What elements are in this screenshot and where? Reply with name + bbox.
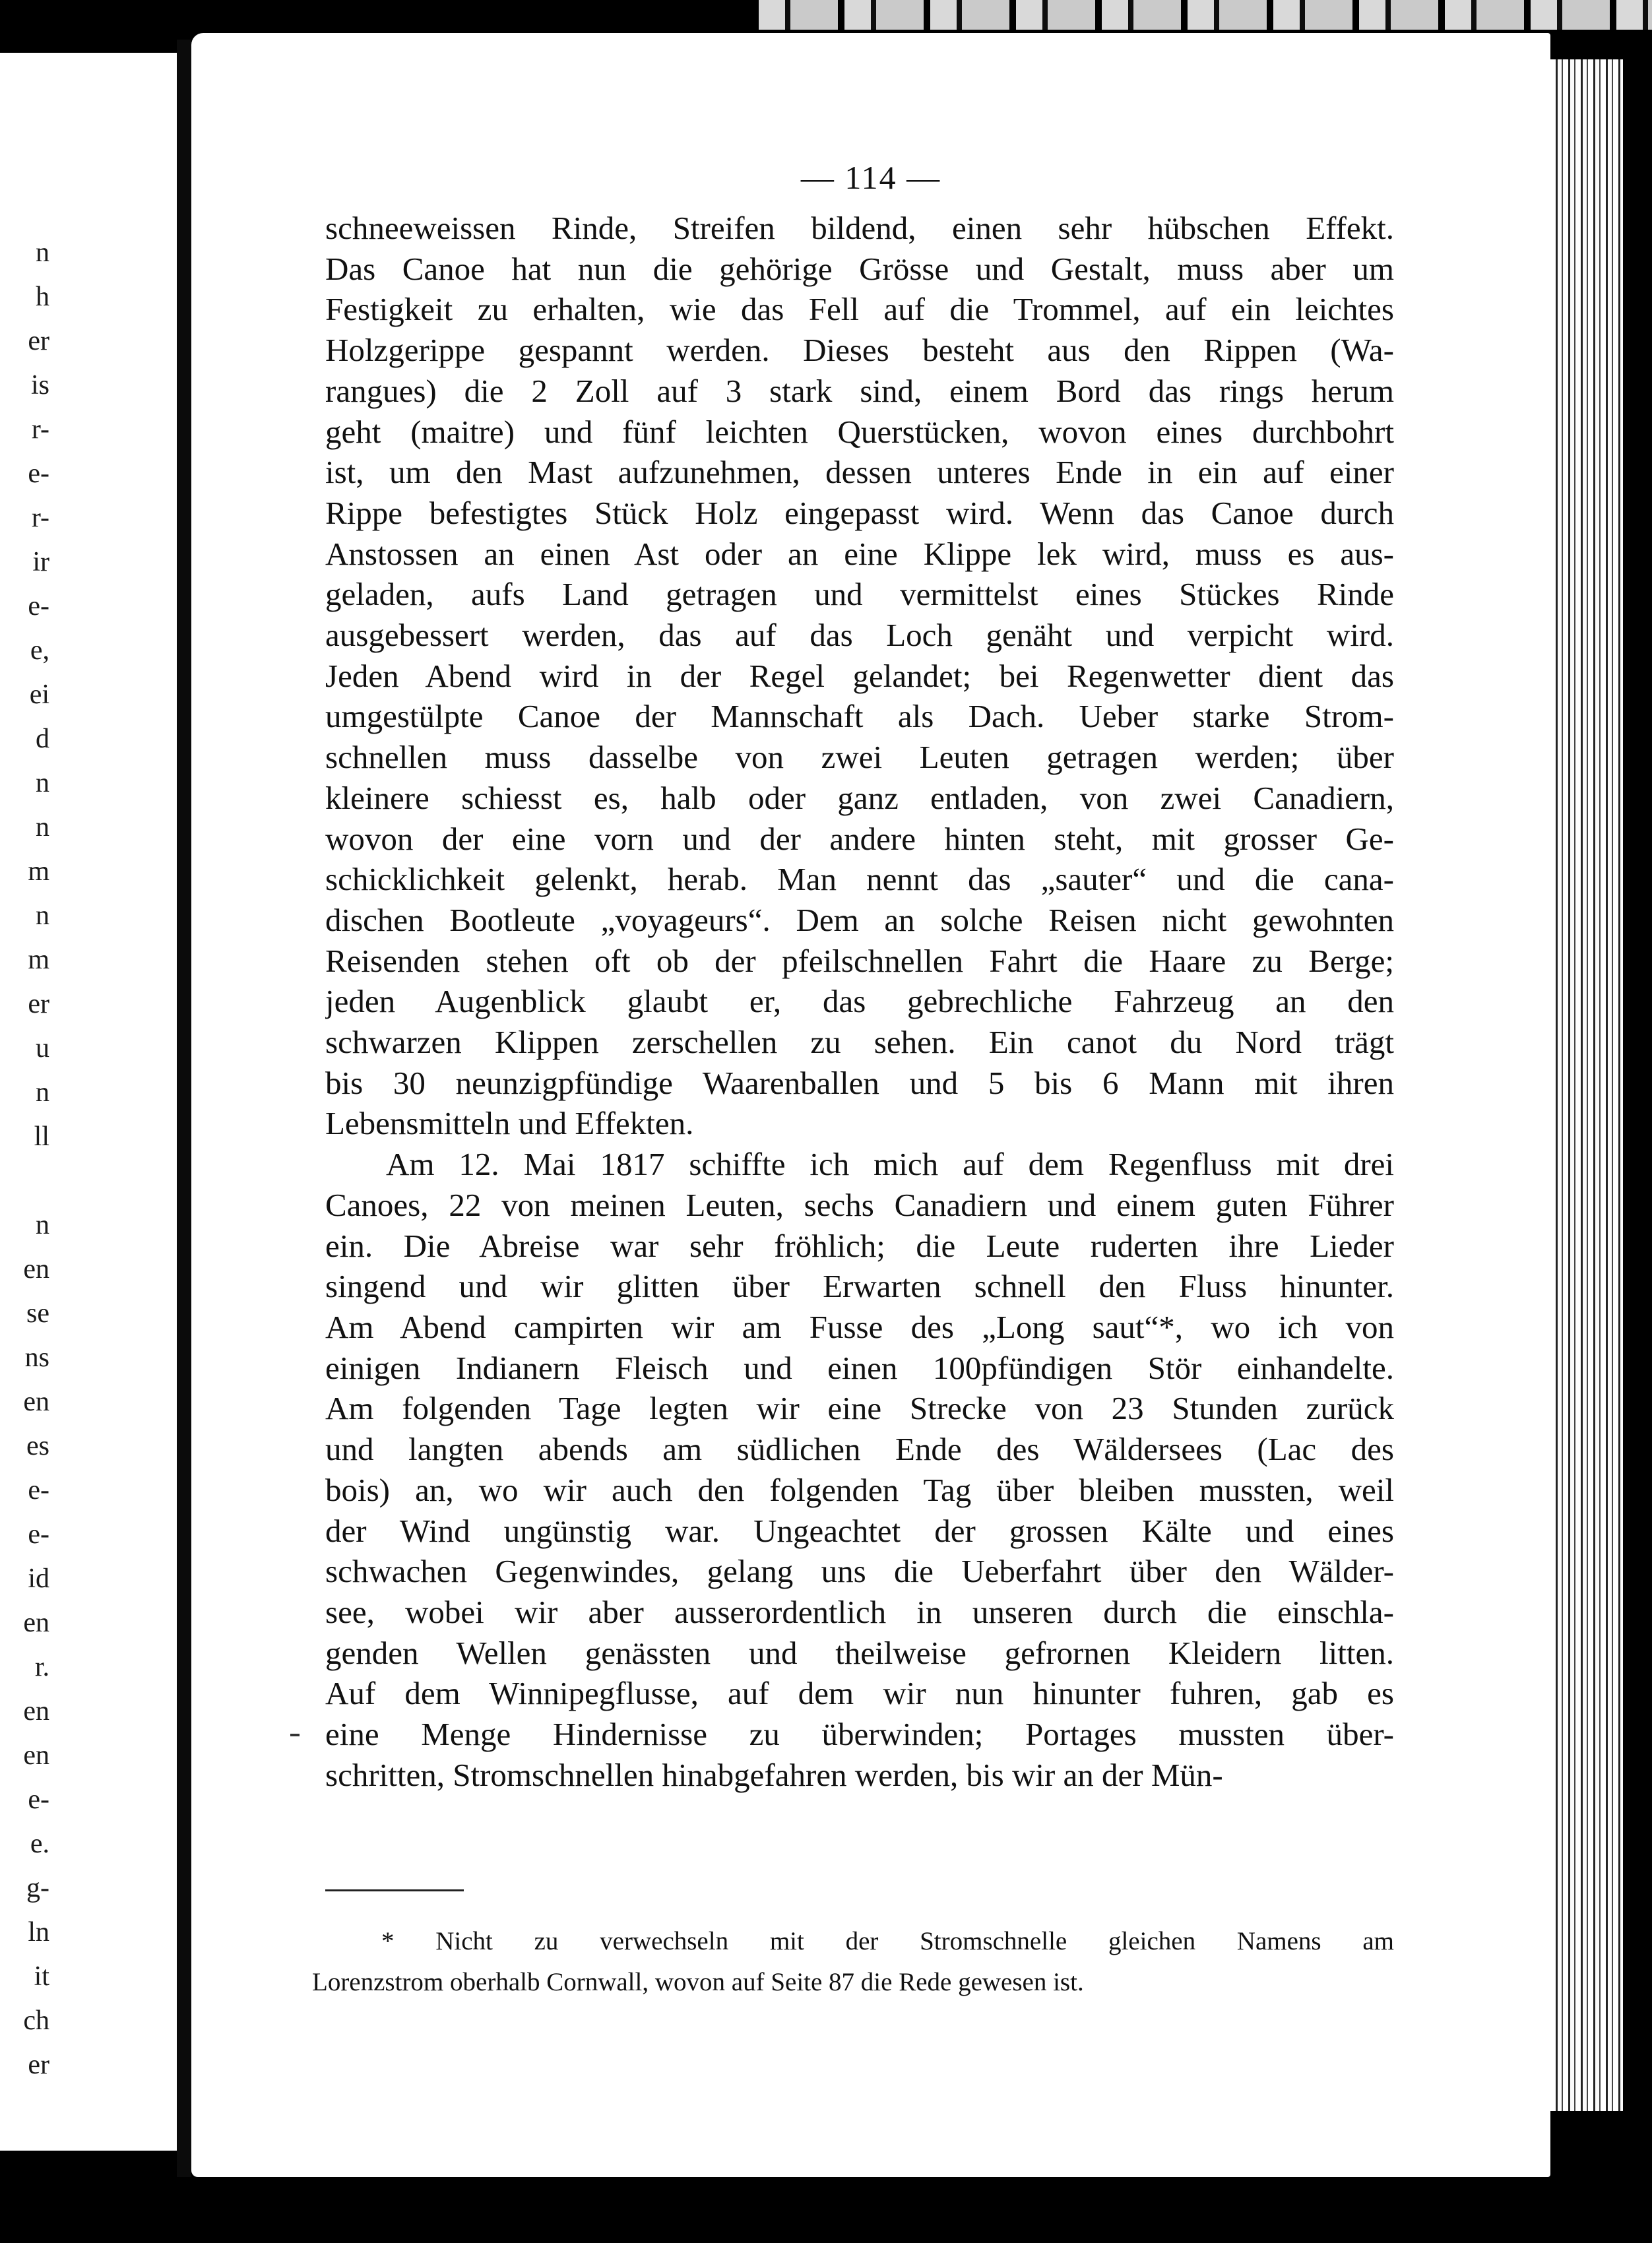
text-line: Das Canoe hat nun die gehörige Grösse und Gestalt, muss aber um	[325, 250, 1394, 287]
left-page-fragment: e-	[28, 1785, 49, 1815]
footnote-line: * Nicht zu verwechseln mit der Stromschnelle gleichen Namens am	[381, 1927, 1394, 1955]
text-line: ein. Die Abreise war sehr fröhlich; die Leute ruderten ihre Lieder	[325, 1227, 1394, 1264]
left-page-fragment: se	[26, 1298, 49, 1329]
text-line: schwarzen Klippen zerschellen zu sehen. Ein canot du Nord trägt	[325, 1024, 1394, 1061]
footnote-line: Lorenzstrom oberhalb Cornwall, wovon auf Seite 87 die Rede gewesen ist.	[312, 1968, 1084, 1996]
text-line: Auf dem Winnipegflusse, auf dem wir nun hinunter fuhren, gab es	[325, 1675, 1394, 1712]
left-page-fragment: es	[26, 1431, 49, 1461]
text-line: ist, um den Mast aufzunehmen, dessen unteres Ende in ein auf einer	[325, 454, 1394, 491]
left-page-fragment: e-	[28, 458, 49, 489]
left-page-fragment: ln	[28, 1917, 49, 1947]
left-page-fragment: e.	[30, 1829, 49, 1859]
text-line: Lebensmitteln und Effekten.	[325, 1105, 694, 1142]
book-gutter	[177, 40, 191, 2177]
text-line: rangues) die 2 Zoll auf 3 stark sind, einem Bord das rings herum	[325, 372, 1394, 409]
text-line: Festigkeit zu erhalten, wie das Fell auf die Trommel, auf ein leichtes	[325, 291, 1394, 328]
text-line: Anstossen an einen Ast oder an eine Klippe lek wird, muss es aus-	[325, 535, 1394, 572]
left-page-fragment: en	[23, 1696, 49, 1726]
text-line: schnellen muss dasselbe von zwei Leuten getragen werden; über	[325, 739, 1394, 776]
text-line: schneeweissen Rinde, Streifen bildend, einen sehr hübschen Effekt.	[325, 210, 1394, 246]
left-page-fragment: en	[23, 1608, 49, 1638]
left-page-fragment: n	[36, 812, 49, 842]
text-line: bis 30 neunzigpfündige Waarenballen und 5 bis 6 Mann mit ihren	[325, 1064, 1394, 1101]
left-page-fragment	[0, 1159, 49, 1203]
text-line: einigen Indianern Fleisch und einen 100pfündigen Stör einhandelte.	[325, 1349, 1394, 1386]
text-line: geht (maitre) und fünf leichten Querstücken, wovon eines durchbohrt	[325, 413, 1394, 450]
previous-page-line-fragments	[0, 231, 49, 2087]
text-line: schwachen Gegenwindes, gelang uns die Ueberfahrt über den Wälder-	[325, 1553, 1394, 1590]
left-page-fragment: ir	[32, 547, 49, 577]
text-line: Am 12. Mai 1817 schiffte ich mich auf dem Regenfluss mit drei	[386, 1146, 1394, 1183]
left-page-fragment: r-	[31, 503, 49, 533]
text-line: der Wind ungünstig war. Ungeachtet der grossen Kälte und eines	[325, 1512, 1394, 1549]
left-page-fragment: e,	[30, 635, 49, 666]
footnote-rule	[325, 1889, 464, 1891]
text-line: Am Abend campirten wir am Fusse des „Long saut“*, wo ich von	[325, 1308, 1394, 1345]
text-line: kleinere schiesst es, halb oder ganz entladen, von zwei Canadiern,	[325, 779, 1394, 816]
body-text	[325, 208, 1394, 1795]
page-number: — 114 —	[800, 159, 941, 196]
left-page-fragment: en	[23, 1740, 49, 1771]
left-page-fragment: en	[23, 1387, 49, 1417]
text-line: geladen, aufs Land getragen und vermittelst eines Stückes Rinde	[325, 576, 1394, 613]
text-line: see, wobei wir aber ausserordentlich in unseren durch die einschla-	[325, 1593, 1394, 1630]
left-page-fragment: r.	[34, 1652, 49, 1682]
left-page-fragment: er	[28, 326, 49, 356]
left-page-fragment: ch	[23, 2006, 49, 2036]
text-line: Canoes, 22 von meinen Leuten, sechs Canadiern und einem guten Führer	[325, 1186, 1394, 1223]
left-page-fragment: ei	[29, 679, 49, 710]
left-page-fragment: m	[28, 945, 49, 975]
text-line: Am folgenden Tage legten wir eine Strecke von 23 Stunden zurück	[325, 1390, 1394, 1427]
scan-top-edge	[759, 0, 1652, 30]
left-page-fragment: is	[30, 370, 49, 400]
left-page-fragment: n	[36, 237, 49, 268]
left-page-fragment: er	[28, 2050, 49, 2080]
text-line: schritten, Stromschnellen hinabgefahren werden, bis wir an der Mün-	[325, 1756, 1223, 1793]
text-line: ausgebessert werden, das auf das Loch genäht und verpicht wird.	[325, 617, 1394, 654]
left-page-fragment: e-	[28, 1519, 49, 1550]
left-page-fragment: it	[34, 1961, 49, 1992]
left-page-fragment: r-	[31, 414, 49, 445]
left-page-fragment: n	[36, 1210, 49, 1240]
footnote	[312, 1921, 1394, 2003]
left-page-fragment: u	[36, 1033, 49, 1063]
left-page-fragment: h	[36, 282, 49, 312]
left-page-fragment: ll	[34, 1122, 49, 1152]
left-page-fragment: m	[28, 856, 49, 887]
page-stack-edge	[1550, 59, 1623, 2111]
left-page-fragment: n	[36, 1077, 49, 1108]
text-line: Reisenden stehen oft ob der pfeilschnellen Fahrt die Haare zu Berge;	[325, 942, 1394, 979]
left-page-fragment: e-	[28, 1475, 49, 1505]
left-page-fragment: n	[36, 900, 49, 931]
text-line: Jeden Abend wird in der Regel gelandet; bei Regenwetter dient das	[325, 657, 1394, 694]
text-line: singend und wir glitten über Erwarten schnell den Fluss hinunter.	[325, 1268, 1394, 1305]
left-page-fragment: n	[36, 768, 49, 798]
text-line: schicklichkeit gelenkt, herab. Man nennt das „sauter“ und die cana-	[325, 861, 1394, 898]
text-line: umgestülpte Canoe der Mannschaft als Dach. Ueber starke Strom-	[325, 698, 1394, 735]
margin-mark	[290, 1734, 300, 1736]
left-page-fragment: ns	[24, 1343, 49, 1373]
left-page-fragment: en	[23, 1254, 49, 1284]
book-page	[191, 33, 1550, 2177]
left-page-fragment: id	[28, 1564, 49, 1594]
left-page-fragment: d	[36, 724, 49, 754]
text-line: genden Wellen genässten und theilweise gefrornen Kleidern litten.	[325, 1634, 1394, 1671]
left-page-fragment: g-	[26, 1873, 49, 1903]
left-page-fragment: e-	[28, 591, 49, 621]
text-line: eine Menge Hindernisse zu überwinden; Portages mussten über-	[325, 1716, 1394, 1753]
left-page-fragment: er	[28, 989, 49, 1019]
text-line: jeden Augenblick glaubt er, das gebrechliche Fahrzeug an den	[325, 983, 1394, 1020]
text-line: dischen Bootleute „voyageurs“. Dem an solche Reisen nicht gewohnten	[325, 901, 1394, 938]
text-line: wovon der eine vorn und der andere hinten steht, mit grosser Ge-	[325, 820, 1394, 857]
text-line: Rippe befestigtes Stück Holz eingepasst wird. Wenn das Canoe durch	[325, 494, 1394, 531]
text-line: und langten abends am südlichen Ende des Wäldersees (Lac des	[325, 1431, 1394, 1468]
previous-page-edge	[0, 53, 177, 2151]
text-line: Holzgerippe gespannt werden. Dieses besteht aus den Rippen (Wa-	[325, 332, 1394, 369]
text-line: bois) an, wo wir auch den folgenden Tag über bleiben mussten, weil	[325, 1471, 1394, 1508]
